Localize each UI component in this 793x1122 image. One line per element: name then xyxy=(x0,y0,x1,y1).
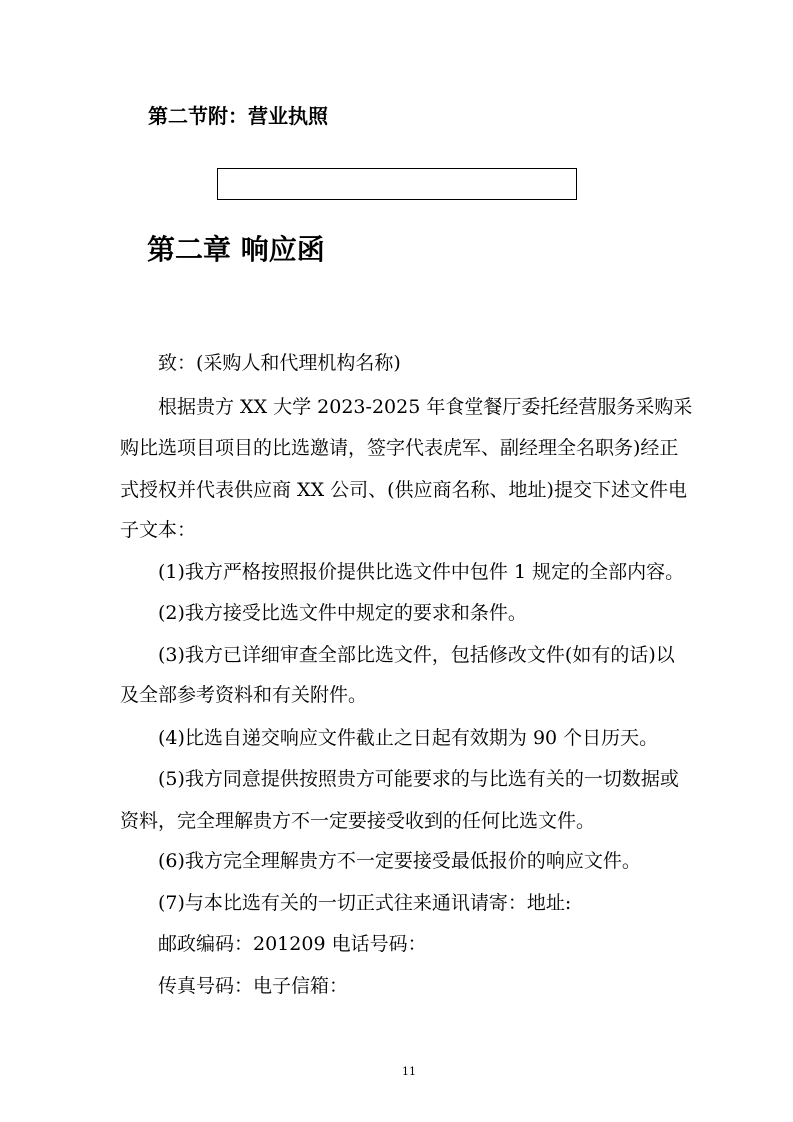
list-item: (6)我方完全理解贵方不一定要接受最低报价的响应文件。 xyxy=(158,850,641,872)
contact-line: 传真号码：电子信箱： xyxy=(158,975,349,997)
list-item: (3)我方已详细审查全部比选文件，包括修改文件(如有的话)以 xyxy=(158,644,675,666)
paragraph-line: 式授权并代表供应商 XX 公司、(供应商名称、地址)提交下述文件电 xyxy=(120,479,687,501)
paragraph-line: 购比选项目项目的比选邀请，签字代表虎军、副经理全名职务)经正 xyxy=(120,437,679,459)
addressee-line: 致：(采购人和代理机构名称) xyxy=(158,352,401,374)
contact-line: 邮政编码：201209 电话号码： xyxy=(158,933,427,955)
page-number: 11 xyxy=(402,1065,416,1078)
list-item: (4)比选自递交响应文件截止之日起有效期为 90 个日历天。 xyxy=(158,727,659,749)
empty-text-box xyxy=(217,168,577,200)
list-item-cont: 资料，完全理解贵方不一定要接受收到的任何比选文件。 xyxy=(120,810,596,832)
section-heading: 第二节附：营业执照 xyxy=(148,104,328,128)
list-item: (7)与本比选有关的一切正式往来通讯请寄：地址: xyxy=(158,892,572,914)
list-item: (1)我方严格按照报价提供比选文件中包件 1 规定的全部内容。 xyxy=(158,561,685,583)
list-item-cont: 及全部参考资料和有关附件。 xyxy=(120,684,368,706)
list-item: (2)我方接受比选文件中规定的要求和条件。 xyxy=(158,602,527,624)
paragraph-line: 根据贵方 XX 大学 2023-2025 年食堂餐厅委托经营服务采购采 xyxy=(158,396,693,418)
chapter-heading: 第二章 响应函 xyxy=(147,233,325,266)
list-item: (5)我方同意提供按照贵方可能要求的与比选有关的一切数据或 xyxy=(158,768,679,790)
paragraph-line: 子文本： xyxy=(120,519,197,541)
